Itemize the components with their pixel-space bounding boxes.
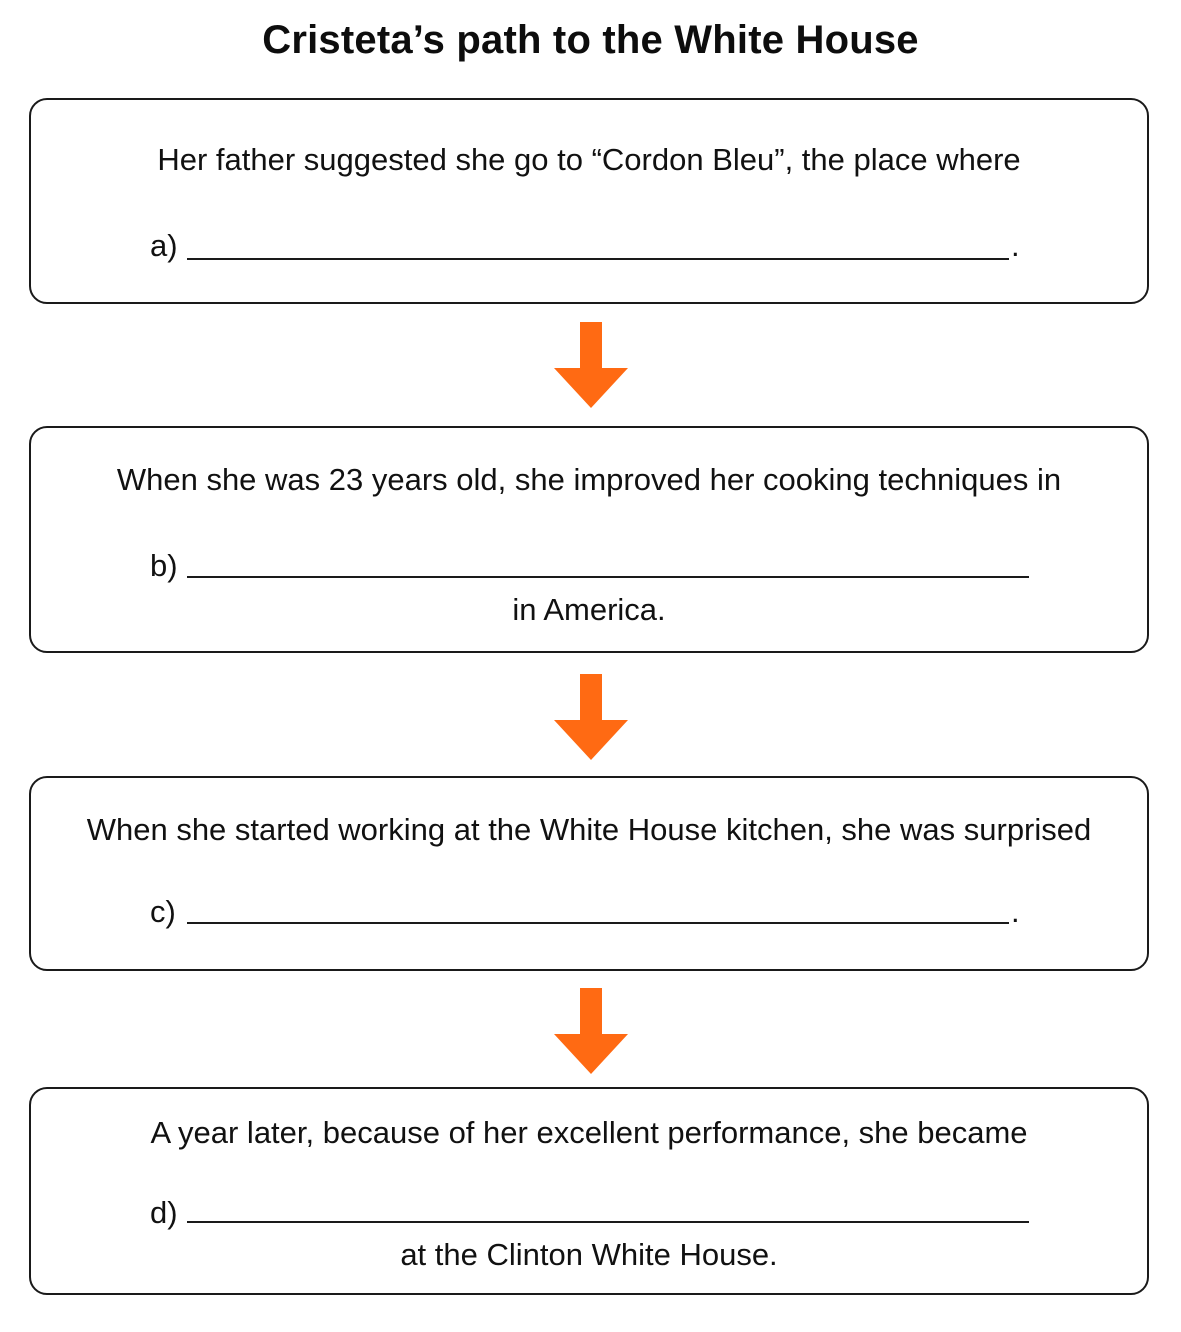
blank-label: c) [150,894,176,929]
answer-blank-a[interactable] [187,258,1009,260]
blank-label: d) [150,1195,178,1230]
sentence-period: . [1011,894,1020,929]
down-arrow-icon [554,674,628,760]
answer-blank-b[interactable] [187,576,1029,578]
page-title: Cristeta’s path to the White House [262,18,919,62]
step-box-c [29,776,1149,971]
blank-label: b) [150,548,178,583]
step-prompt: Her father suggested she go to “Cordon Bleu”, the place where [157,142,1021,177]
step-prompt: A year later, because of her excellent performance, she became [150,1115,1028,1150]
blank-label: a) [150,228,178,263]
answer-blank-d[interactable] [187,1221,1029,1223]
step-prompt: When she was 23 years old, she improved her cooking techniques in [116,462,1062,497]
down-arrow-icon [554,988,628,1074]
step-box-d [29,1087,1149,1295]
answer-blank-c[interactable] [187,922,1009,924]
step-box-b [29,426,1149,653]
sentence-period: . [1011,228,1020,263]
sentence-suffix: at the Clinton White House. [400,1237,778,1272]
down-arrow-icon [554,322,628,408]
step-prompt: When she started working at the White House kitchen, she was surprised [86,812,1092,847]
step-box-a [29,98,1149,304]
sentence-suffix: in America. [512,592,666,627]
